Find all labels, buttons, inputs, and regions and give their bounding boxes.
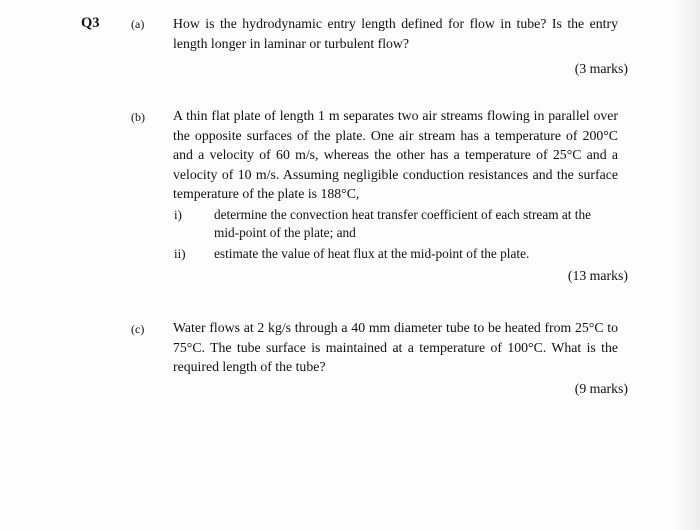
part-b-subpart-ii-label: ii) [174,246,186,261]
question-number: Q3 [81,15,100,31]
part-b-subpart-i-label: i) [174,207,182,222]
part-b-subpart-i-text: determine the convection heat transfer coefficient of each stream at the mid-point of the plate; and [214,207,592,240]
part-a-text: How is the hydrodynamic entry length defined for flow in tube? Is the entry length longer in laminar or turbulent flow? [173,16,618,51]
page-edge-shadow [674,0,700,530]
part-b-marks: (13 marks) [567,268,628,283]
part-c-label: (c) [131,322,145,336]
part-b-label: (b) [131,110,145,124]
part-b-text: A thin flat plate of length 1 m separates two air streams flowing in parallel over the opposite surfaces of the plate. One air stream has a temperature of 200°C and a velocity of 60 m/s, whereas the other has a temperature of 25°C and a velocity of 10 m/s. Assuming negligible conduction resistances and the surface temperature of the plate is 188°C, [173,108,618,202]
part-a-marks: (3 marks) [574,61,628,76]
part-b-subpart-ii-text: estimate the value of heat flux at the mid-point of the plate. [214,246,530,261]
part-c-marks: (9 marks) [574,381,628,396]
part-a-label: (a) [131,17,145,31]
part-c-text: Water flows at 2 kg/s through a 40 mm diameter tube to be heated from 25°C to 75°C. The tube surface is maintained at a temperature of 100°C. What is the required length of the tube? [173,320,618,375]
